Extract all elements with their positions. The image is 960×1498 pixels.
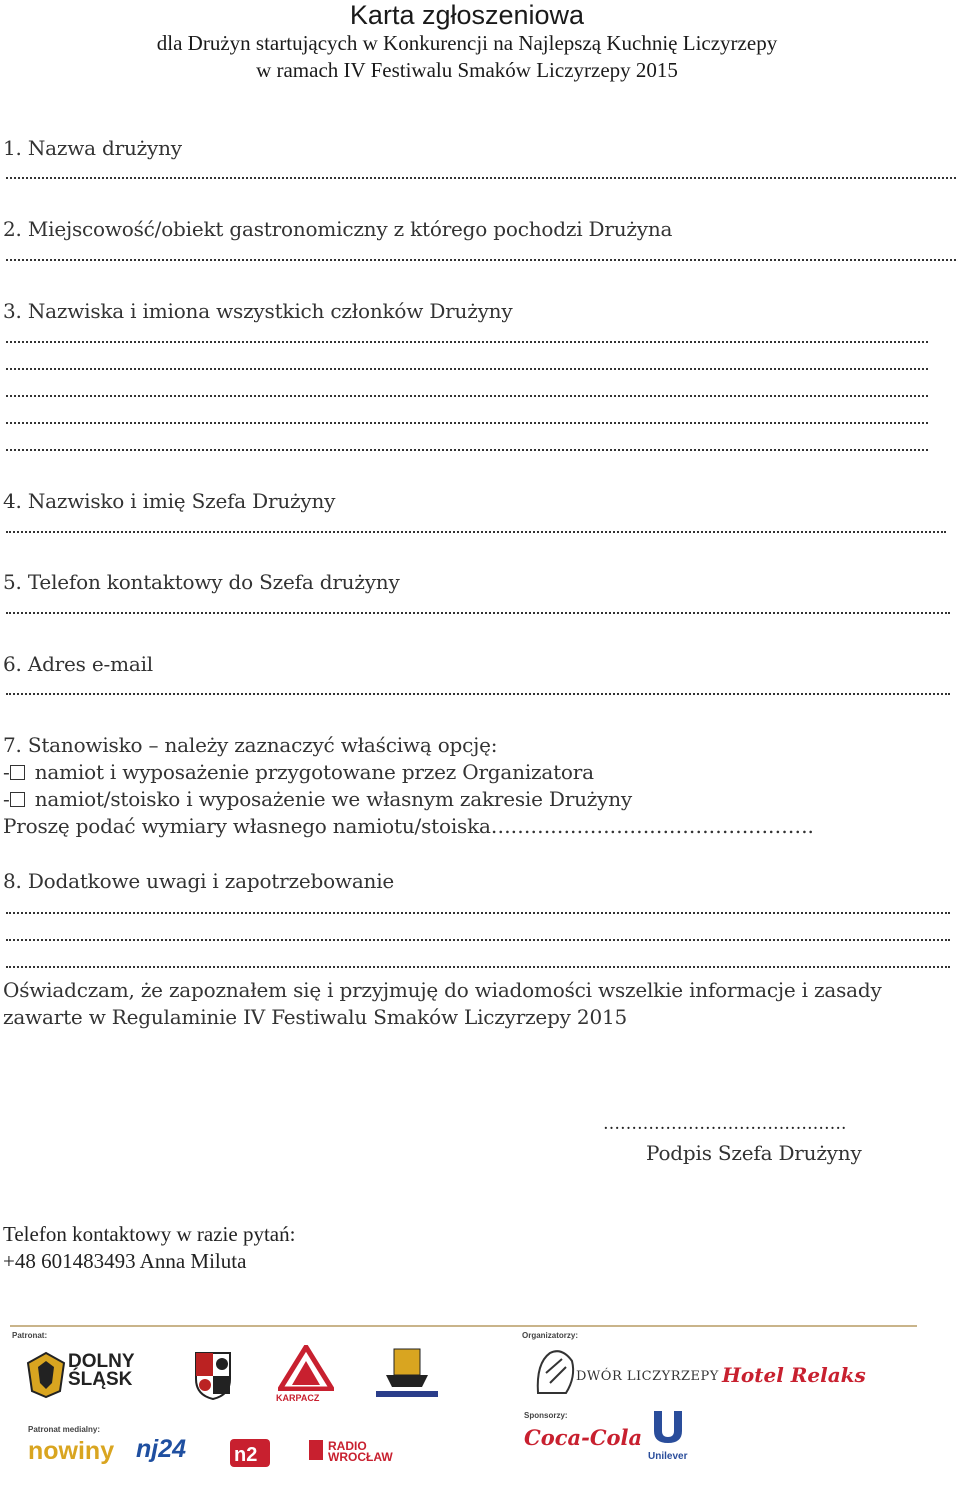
option-own-tent[interactable]: - namiot/stoisko i wyposażenie we własnym zakresie Drużyny [3, 787, 633, 811]
option-organizer-tent-label: namiot i wyposażenie przygotowane przez Organizatora [34, 760, 594, 784]
declaration-line-2: zawarte w Regulaminie IV Festiwalu Smaków Liczyrzepy 2015 [3, 1005, 628, 1029]
nj24-text: nj24 [136, 1435, 187, 1463]
association-emblem-logo [372, 1343, 442, 1403]
answer-line-member-2[interactable] [6, 368, 928, 370]
declaration-line-1: Oświadczam, że zapoznałem się i przyjmuję do wiadomości wszelkie informacje i zasady [3, 978, 882, 1002]
dwor-liczyrzepy-text: DWÓR LICZYRZEPY [576, 1369, 719, 1384]
patronat-label: Patronat: [12, 1331, 48, 1340]
option-organizer-tent[interactable]: - namiot i wyposażenie przygotowane przez Organizatora [3, 760, 594, 784]
dolny-slask-text: DOLNY ŚLĄSK [68, 1351, 135, 1390]
answer-line-remarks-3[interactable] [6, 966, 950, 968]
n2-logo [228, 1437, 272, 1469]
checkbox-organizer-tent[interactable] [10, 765, 25, 780]
svg-text:n2: n2 [234, 1444, 258, 1466]
answer-line-team-name[interactable] [6, 177, 956, 179]
karpacz-mountain-logo [278, 1345, 334, 1391]
sponsor-logos [10, 1325, 920, 1485]
answer-line-member-1[interactable] [6, 341, 928, 343]
answer-line-chef-name[interactable] [6, 531, 946, 533]
answer-line-member-5[interactable] [6, 449, 928, 451]
question-email: 6. Adres e-mail [3, 652, 153, 676]
coca-cola-text: Coca-Cola [524, 1425, 643, 1450]
question-chef-name: 4. Nazwisko i imię Szefa Drużyny [3, 489, 336, 513]
contact-label: Telefon kontaktowy w razie pytań: [3, 1222, 296, 1246]
dwor-emblem-logo [532, 1343, 578, 1399]
nowiny-text: nowiny [28, 1437, 115, 1465]
form-subtitle-edition: w ramach IV Festiwalu Smaków Liczyrzepy 2015 [256, 58, 678, 82]
answer-line-remarks-2[interactable] [6, 939, 950, 941]
signature-line[interactable]: ……………………………………. [603, 1114, 847, 1134]
organizers-label: Organizatorzy: [522, 1331, 579, 1340]
contact-phone: +48 601483493 Anna Miluta [3, 1249, 247, 1273]
question-location: 2. Miejscowość/obiekt gastronomiczny z którego pochodzi Drużyna [3, 217, 673, 241]
media-patronat-label: Patronat medialny: [28, 1425, 101, 1434]
question-remarks: 8. Dodatkowe uwagi i zapotrzebowanie [3, 869, 395, 893]
signature-label: Podpis Szefa Drużyny [646, 1141, 862, 1165]
hotel-relaks-text: Hotel Relaks [722, 1363, 866, 1387]
unilever-text: Unilever [648, 1451, 688, 1462]
dolny-slask-eagle-logo [24, 1349, 68, 1399]
question-chef-phone: 5. Telefon kontaktowy do Szefa drużyny [3, 570, 400, 594]
form-subtitle: dla Drużyn startujących w Konkurencji na Najlepszą Kuchnię Liczyrzepy [156, 31, 778, 55]
checkbox-own-tent[interactable] [10, 792, 25, 807]
radio-icon [308, 1439, 324, 1461]
answer-line-remarks-1[interactable] [6, 912, 950, 914]
question-stand: 7. Stanowisko – należy zaznaczyć właściwą opcję: [3, 733, 498, 757]
option-own-tent-label: namiot/stoisko i wyposażenie we własnym zakresie Drużyny [34, 787, 633, 811]
sponsors-label: Sponsorzy: [524, 1411, 568, 1420]
coat-of-arms-logo [192, 1349, 234, 1401]
answer-line-email[interactable] [6, 693, 950, 695]
answer-line-member-4[interactable] [6, 422, 928, 424]
logos-divider [10, 1325, 917, 1327]
answer-line-member-3[interactable] [6, 395, 928, 397]
question-team-name: 1. Nazwa drużyny [3, 136, 182, 160]
unilever-u-logo [650, 1409, 686, 1447]
radio-wroclaw-text: RADIO WROCŁAW [328, 1439, 393, 1464]
karpacz-text: KARPACZ [276, 1393, 320, 1403]
question-members: 3. Nazwiska i imiona wszystkich członków Drużyny [3, 299, 513, 323]
answer-line-location[interactable] [6, 259, 956, 261]
answer-line-chef-phone[interactable] [6, 612, 950, 614]
form-title: Karta zgłoszeniowa [349, 0, 585, 30]
tent-dimensions-prompt[interactable]: Proszę podać wymiary własnego namiotu/stoiska…………………………………………. [3, 814, 814, 838]
